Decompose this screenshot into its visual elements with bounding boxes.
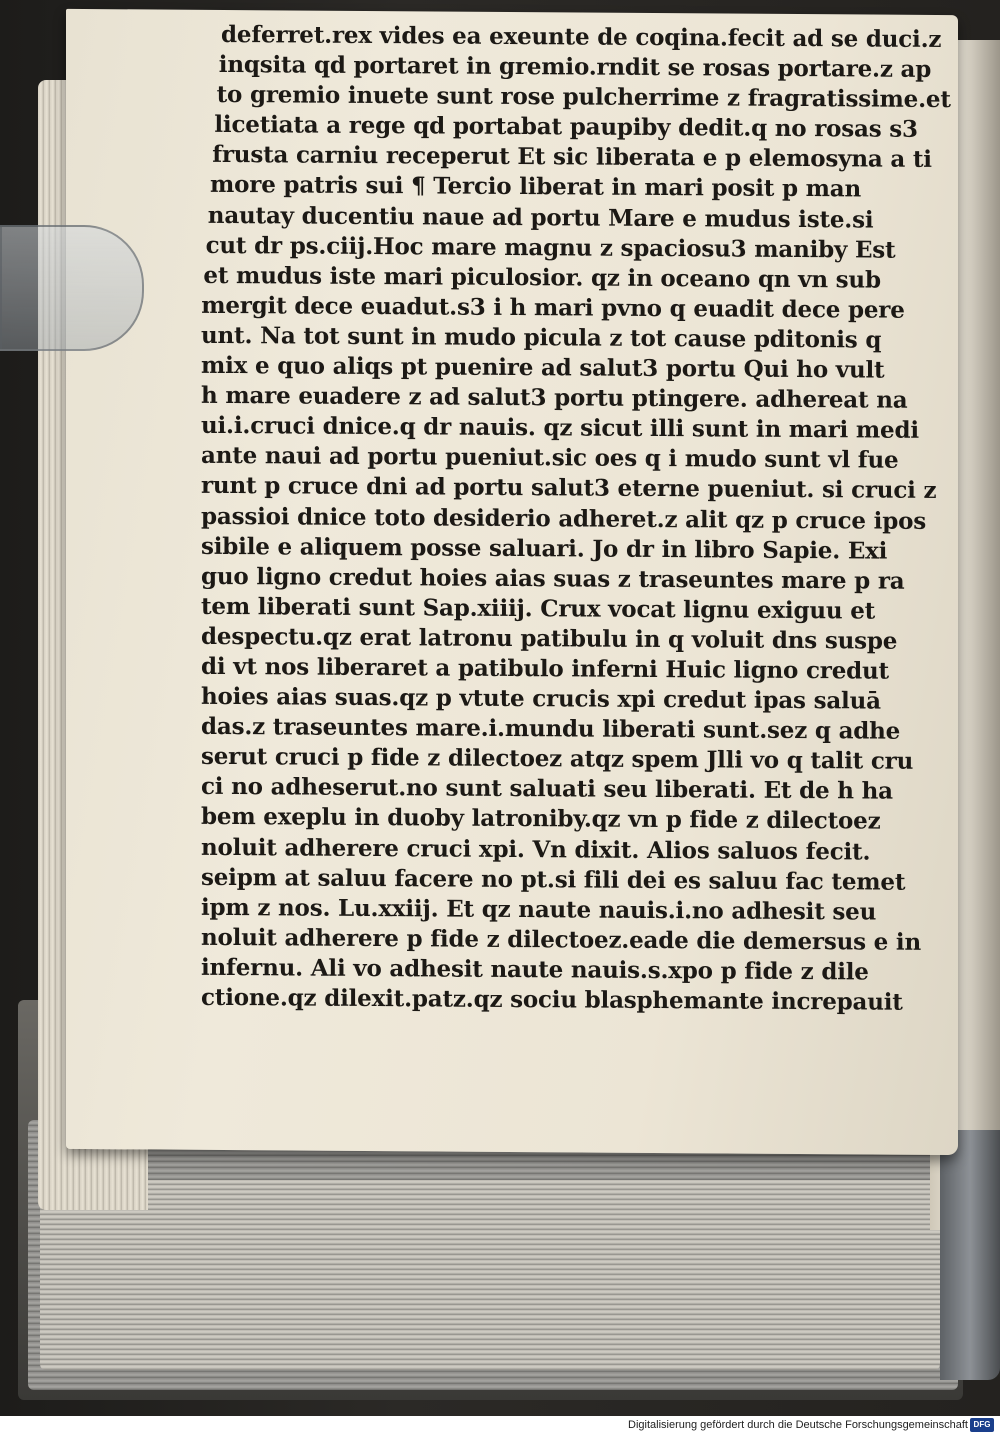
text-line: mix e quo aliqs pt puenire ad salut3 portu Qui ho vult (201, 351, 885, 384)
text-line: noluit adherere p fide z dilectoez.eade die demersus e in (201, 923, 921, 956)
book-binding (940, 1130, 1000, 1380)
text-line: h mare euadere z ad salut3 portu ptingere. adhereat na (201, 381, 908, 414)
text-line: ctione.qz dilexit.patz.qz sociu blasphemante increpauit (201, 983, 903, 1016)
text-line: inqsita qd portaret in gremio.rndit se rosas portare.z ap (218, 51, 932, 84)
text-line: sibile e aliquem posse saluari. Jo dr in libro Sapie. Exi (201, 532, 888, 565)
text-line: to gremio inuete sunt rose pulcherrime z fragratissime.et (216, 81, 951, 114)
text-line: tem liberati sunt Sap.xiiij. Crux vocat lignu exiguu et (201, 592, 876, 625)
page-text-block (201, 20, 961, 1018)
text-line: das.z traseuntes mare.i.mundu liberati sunt.sez q adhe (201, 712, 901, 745)
text-line: deferret.rex vides ea exeunte de coqina.fecit ad se duci.z (221, 20, 942, 53)
text-line: ante naui ad portu pueniut.sic oes q i mudo sunt vl fue (201, 442, 899, 475)
text-line: noluit adherere cruci xpi. Vn dixit. Alios saluos fecit. (201, 833, 871, 866)
text-line: despectu.qz erat latronu patibulu in q voluit dns suspe (201, 622, 898, 655)
text-line: di vt nos liberaret a patibulo inferni Huic ligno credut (201, 652, 889, 685)
text-line: hoies aias suas.qz p vtute crucis xpi credut ipas saluā (201, 682, 881, 715)
text-line: guo ligno credut hoies aias suas z traseuntes mare p ra (201, 562, 905, 595)
text-line: serut cruci p fide z dilectoez atqz spem Jlli vo q talit cru (201, 743, 914, 776)
page-edges-upper (40, 1180, 940, 1370)
text-line: more patris sui ¶ Tercio liberat in mari posit p man (210, 171, 862, 203)
text-line: ipm z nos. Lu.xxiij. Et qz naute nauis.i.no adhesit seu (201, 893, 877, 926)
text-line: cut dr ps.ciij.Hoc mare magnu z spaciosu3 maniby Est (205, 231, 896, 264)
page-clip (0, 225, 144, 351)
text-line: runt p cruce dni ad portu salut3 eterne pueniut. si cruci z (201, 472, 937, 505)
text-line: et mudus iste mari piculosior. qz in oceano qn vn sub (203, 261, 881, 294)
text-line: infernu. Ali vo adhesit naute nauis.s.xpo p fide z dile (201, 953, 869, 986)
text-line: seipm at saluu facere no pt.si fili dei es saluu fac temet (201, 863, 906, 896)
text-line: ci no adheserut.no sunt saluati seu liberati. Et de h ha (201, 773, 893, 806)
book-page (66, 9, 958, 1155)
text-line: mergit dece euadut.s3 i h mari pvno q euadit dece pere (201, 291, 905, 324)
text-line: ui.i.cruci dnice.q dr nauis. qz sicut illi sunt in mari medi (201, 412, 919, 445)
text-line: unt. Na tot sunt in mudo picula z tot cause pditonis q (201, 321, 882, 354)
text-line: passioi dnice toto desiderio adheret.z alit qz p cruce ipos (201, 502, 926, 535)
dfg-logo-icon: DFG (970, 1418, 994, 1432)
funding-credit: Digitalisierung gefördert durch die Deutsche Forschungsgemeinschaft (628, 1419, 968, 1431)
text-line: licetiata a rege qd portabat paupiby dedit.q no rosas s3 (214, 111, 918, 144)
text-line: nautay ducentiu naue ad portu Mare e mudus iste.si (207, 201, 874, 234)
text-line: frusta carniu receperut Et sic liberata e p elemosyna a ti (212, 141, 932, 174)
text-line: bem exeplu in duoby latroniby.qz vn p fide z dilectoez (201, 803, 881, 836)
